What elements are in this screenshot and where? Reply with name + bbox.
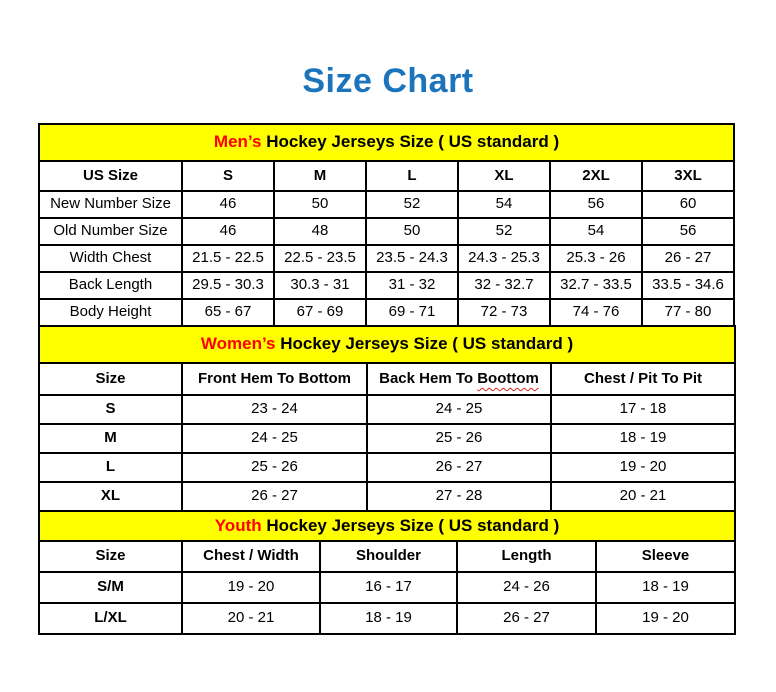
cell: 26 - 27 <box>367 453 551 482</box>
cell: 20 - 21 <box>182 603 320 634</box>
cell: 72 - 73 <box>458 299 550 326</box>
column-header-shoulder: Shoulder <box>320 541 457 572</box>
cell: 74 - 76 <box>550 299 642 326</box>
table-row-women-l <box>39 453 735 482</box>
column-header-chest-pit: Chest / Pit To Pit <box>551 363 735 395</box>
column-header-size: Size <box>39 541 182 572</box>
cell: 60 <box>642 191 734 218</box>
cell: 50 <box>366 218 458 245</box>
column-header-s: S <box>182 161 274 191</box>
misspelled-word: Boottom <box>477 369 539 387</box>
row-label: Back Length <box>39 272 182 299</box>
cell: 46 <box>182 191 274 218</box>
table-row-body-height <box>39 299 734 326</box>
womens-title-band <box>39 326 735 363</box>
cell: 21.5 - 22.5 <box>182 245 274 272</box>
cell: 26 - 27 <box>457 603 596 634</box>
size-tables <box>38 123 734 635</box>
mens-title-band <box>39 124 734 161</box>
row-label: S/M <box>39 572 182 603</box>
column-header-m: M <box>274 161 366 191</box>
row-label: Width Chest <box>39 245 182 272</box>
column-header-back-hem-text: Back Hem To <box>379 369 474 387</box>
cell: 46 <box>182 218 274 245</box>
cell: 56 <box>642 218 734 245</box>
cell: 22.5 - 23.5 <box>274 245 366 272</box>
womens-table-title <box>39 326 735 363</box>
cell: 27 - 28 <box>367 482 551 511</box>
table-row-youth-lxl <box>39 603 735 634</box>
cell: 25 - 26 <box>182 453 367 482</box>
column-header-2xl: 2XL <box>550 161 642 191</box>
row-label: S <box>39 395 182 424</box>
mens-header-row <box>39 161 734 191</box>
table-row-back-length <box>39 272 734 299</box>
cell: 33.5 - 34.6 <box>642 272 734 299</box>
row-label: Old Number Size <box>39 218 182 245</box>
cell: 48 <box>274 218 366 245</box>
youth-size-table <box>38 510 736 635</box>
cell: 23 - 24 <box>182 395 367 424</box>
column-header-size: Size <box>39 363 182 395</box>
cell: 32.7 - 33.5 <box>550 272 642 299</box>
cell: 52 <box>458 218 550 245</box>
row-label: New Number Size <box>39 191 182 218</box>
row-label: XL <box>39 482 182 511</box>
cell: 18 - 19 <box>596 572 735 603</box>
table-row-women-xl <box>39 482 735 511</box>
cell: 67 - 69 <box>274 299 366 326</box>
youth-title-text: Hockey Jerseys Size ( US standard ) <box>266 515 560 535</box>
cell: 54 <box>458 191 550 218</box>
cell: 26 - 27 <box>642 245 734 272</box>
womens-header-row <box>39 363 735 395</box>
youth-table-title <box>39 511 735 541</box>
row-label: L <box>39 453 182 482</box>
column-header-back-hem <box>367 363 551 395</box>
cell: 65 - 67 <box>182 299 274 326</box>
cell: 24 - 25 <box>367 395 551 424</box>
table-row-women-m <box>39 424 735 453</box>
cell: 54 <box>550 218 642 245</box>
cell: 17 - 18 <box>551 395 735 424</box>
cell: 69 - 71 <box>366 299 458 326</box>
cell: 18 - 19 <box>551 424 735 453</box>
mens-table-title <box>39 124 734 161</box>
column-header-sleeve: Sleeve <box>596 541 735 572</box>
cell: 16 - 17 <box>320 572 457 603</box>
column-header-length: Length <box>457 541 596 572</box>
cell: 24 - 26 <box>457 572 596 603</box>
cell: 23.5 - 24.3 <box>366 245 458 272</box>
column-header-chest-width: Chest / Width <box>182 541 320 572</box>
cell: 77 - 80 <box>642 299 734 326</box>
cell: 19 - 20 <box>596 603 735 634</box>
column-header-us-size: US Size <box>39 161 182 191</box>
row-label: M <box>39 424 182 453</box>
table-row-old-number-size <box>39 218 734 245</box>
column-header-xl: XL <box>458 161 550 191</box>
cell: 25.3 - 26 <box>550 245 642 272</box>
mens-title-highlight: Men’s <box>213 132 262 152</box>
youth-title-highlight: Youth <box>214 515 262 535</box>
column-header-front-hem: Front Hem To Bottom <box>182 363 367 395</box>
womens-title-text: Hockey Jerseys Size ( US standard ) <box>280 334 574 354</box>
column-header-3xl: 3XL <box>642 161 734 191</box>
cell: 30.3 - 31 <box>274 272 366 299</box>
cell: 19 - 20 <box>182 572 320 603</box>
cell: 24.3 - 25.3 <box>458 245 550 272</box>
table-row-youth-sm <box>39 572 735 603</box>
youth-header-row <box>39 541 735 572</box>
table-row-width-chest <box>39 245 734 272</box>
cell: 31 - 32 <box>366 272 458 299</box>
cell: 32 - 32.7 <box>458 272 550 299</box>
row-label: Body Height <box>39 299 182 326</box>
column-header-l: L <box>366 161 458 191</box>
cell: 29.5 - 30.3 <box>182 272 274 299</box>
cell: 56 <box>550 191 642 218</box>
mens-title-text: Hockey Jerseys Size ( US standard ) <box>266 132 560 152</box>
cell: 50 <box>274 191 366 218</box>
cell: 20 - 21 <box>551 482 735 511</box>
womens-title-highlight: Women’s <box>200 334 276 354</box>
mens-size-table <box>38 123 735 327</box>
cell: 25 - 26 <box>367 424 551 453</box>
cell: 19 - 20 <box>551 453 735 482</box>
cell: 18 - 19 <box>320 603 457 634</box>
row-label: L/XL <box>39 603 182 634</box>
table-row-new-number-size <box>39 191 734 218</box>
youth-title-band <box>39 511 735 541</box>
table-row-women-s <box>39 395 735 424</box>
page-title: Size Chart <box>302 62 474 100</box>
womens-size-table <box>38 325 736 512</box>
cell: 26 - 27 <box>182 482 367 511</box>
cell: 24 - 25 <box>182 424 367 453</box>
cell: 52 <box>366 191 458 218</box>
